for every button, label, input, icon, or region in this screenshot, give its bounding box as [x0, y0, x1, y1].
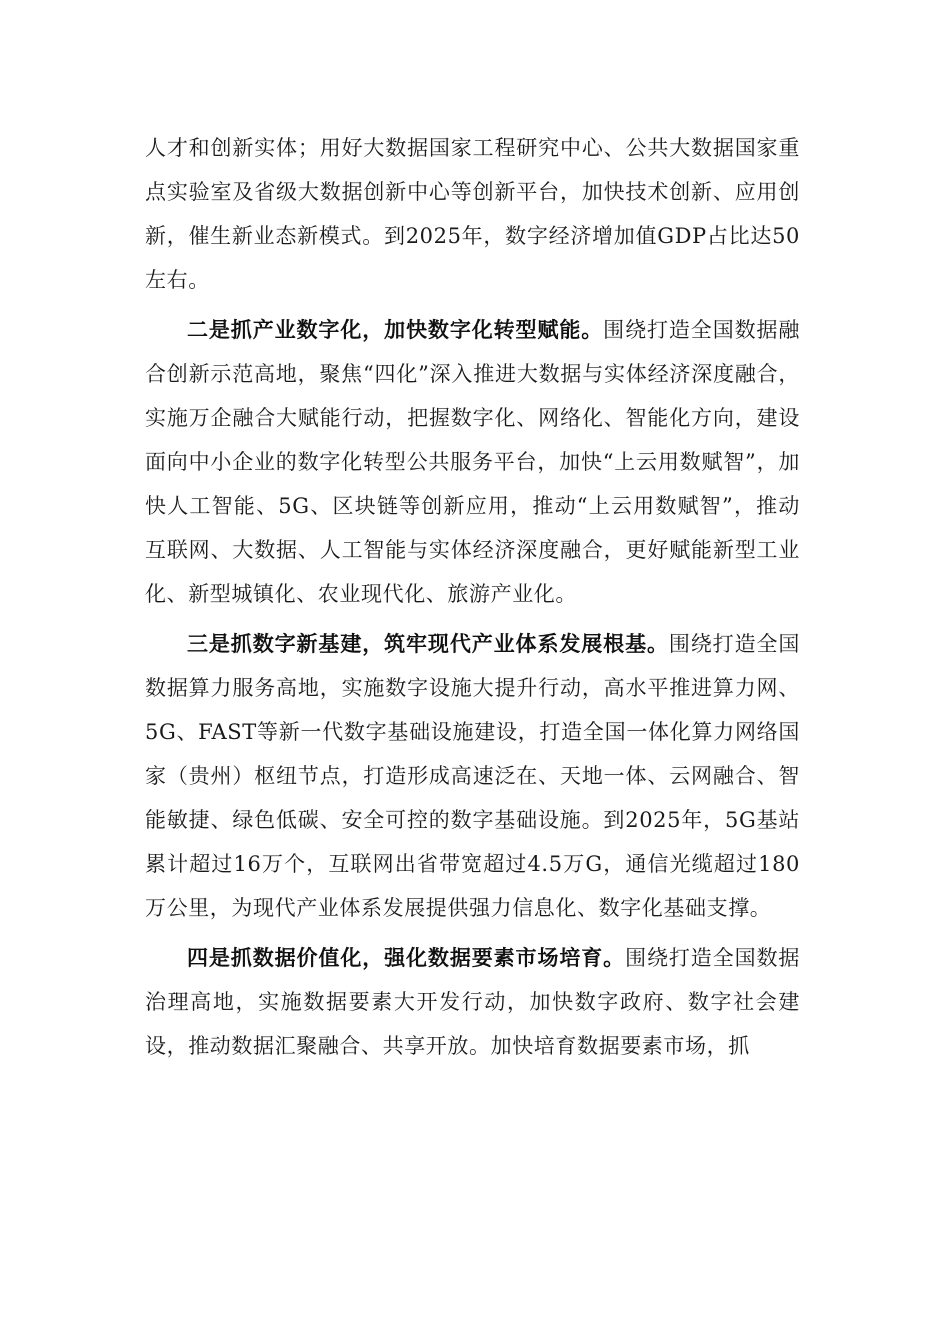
- document-body: [145, 126, 800, 1074]
- paragraph-continuation: [145, 126, 800, 302]
- paragraph-text: 围绕打造全国数据算力服务高地，实施数字设施大提升行动，高水平推进算力网、5G、FAST等新一代数字基础设施建设，打造全国一体化算力网络国家（贵州）枢纽节点，打造形成高速泛在、天地一体、云网融合、智能敏捷、绿色低碳、安全可控的数字基础设施。到2025年，5G基站累计超过16万个，互联网出省带宽超过4.5万G，通信光缆超过180万公里，为现代产业体系发展提供强力信息化、数字化基础支撑。: [145, 632, 800, 920]
- paragraph-text: 人才和创新实体；用好大数据国家工程研究中心、公共大数据国家重点实验室及省级大数据创新中心等创新平台，加快技术创新、应用创新，催生新业态新模式。到2025年，数字经济增加值GDP占比达50左右。: [145, 136, 800, 292]
- paragraph-heading: 三是抓数字新基建，筑牢现代产业体系发展根基。: [187, 631, 669, 656]
- paragraph-heading: 二是抓产业数字化，加快数字化转型赋能。: [187, 317, 604, 342]
- paragraph-digital-infrastructure: [145, 622, 800, 930]
- paragraph-industry-digitalization: [145, 308, 800, 616]
- paragraph-text: 围绕打造全国数据治理高地，实施数据要素大开发行动，加快数字政府、数字社会建设，推动数据汇聚融合、共享开放。加快培育数据要素市场，抓: [145, 946, 801, 1058]
- paragraph-data-value: [145, 936, 800, 1068]
- paragraph-heading: 四是抓数据价值化，强化数据要素市场培育。: [187, 945, 626, 970]
- paragraph-text: 围绕打造全国数据融合创新示范高地，聚焦“四化”深入推进大数据与实体经济深度融合，实施万企融合大赋能行动，把握数字化、网络化、智能化方向，建设面向中小企业的数字化转型公共服务平台，加快“上云用数赋智”，加快人工智能、5G、区块链等创新应用，推动“上云用数赋智”，推动互联网、大数据、人工智能与实体经济深度融合，更好赋能新型工业化、新型城镇化、农业现代化、旅游产业化。: [145, 318, 800, 606]
